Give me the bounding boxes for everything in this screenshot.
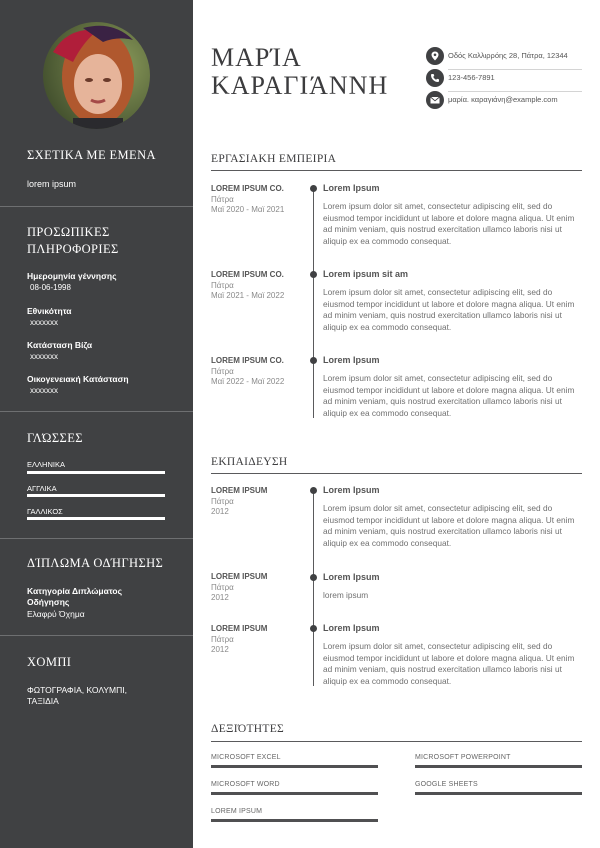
personal-label: Οικογενειακή Κατάσταση	[27, 374, 129, 384]
skill-bar	[415, 765, 582, 768]
skill-bar	[211, 819, 378, 822]
timeline-dot	[310, 271, 317, 278]
about-title: ΣΧΕΤΙΚΑ ΜΕ ΕΜΕΝΑ	[27, 148, 156, 162]
experience-date: Μαϊ 2021 - Μαϊ 2022	[211, 291, 285, 300]
personal-label: Κατάσταση Βίζα	[27, 340, 93, 350]
skill-name: LOREM IPSUM	[211, 808, 263, 815]
education-org: LOREM IPSUM	[211, 572, 268, 581]
full-name	[211, 44, 388, 100]
divider	[0, 411, 193, 412]
language-bar	[27, 471, 165, 474]
experience-org: LOREM IPSUM CO.	[211, 356, 284, 365]
timeline-dot	[310, 574, 317, 581]
experience-desc: Lorem ipsum dolor sit amet, consectetur adipiscing elit, sed do eiusmod tempor incididunt ut labore et dolore magna aliqua. Ut enim ad minim veniam, quis nostrud exercitation ullamco laboris nisi ut aliquip ex ea commodo consequat.	[323, 201, 575, 246]
education-city: Πάτρα	[211, 583, 234, 592]
contact-email: μαρία. καραγιάνη@example.com	[448, 95, 558, 104]
education-date: 2012	[211, 507, 229, 516]
skill-name: MICROSOFT POWERPOINT	[415, 754, 511, 761]
skills-title: ΔΕΞΙΌΤΗΤΕΣ	[211, 723, 285, 735]
personal-title-line2: ΠΛΗΡΟΦΟΡΙΕΣ	[27, 242, 119, 256]
experience-date: Μαϊ 2022 - Μαϊ 2022	[211, 377, 285, 386]
skill-bar	[211, 792, 378, 795]
sidebar	[0, 0, 193, 848]
experience-date: Μαϊ 2020 - Μαϊ 2021	[211, 205, 285, 214]
personal-label: Ημερομηνία γέννησης	[27, 271, 117, 281]
skill-bar	[415, 792, 582, 795]
personal-value: xxxxxxx	[30, 352, 58, 361]
personal-value: xxxxxxx	[30, 386, 58, 395]
education-timeline	[313, 490, 314, 686]
education-desc: Lorem ipsum dolor sit amet, consectetur adipiscing elit, sed do eiusmod tempor incididunt ut labore et dolore magna aliqua. Ut enim ad minim veniam, quis nostrud exercitation ullamco laboris nisi ut aliquip ex ea commodo consequat.	[323, 503, 575, 548]
skill-name: GOOGLE SHEETS	[415, 781, 478, 788]
language-bar	[27, 494, 165, 497]
experience-city: Πάτρα	[211, 281, 234, 290]
education-org: LOREM IPSUM	[211, 624, 268, 633]
language-bar	[27, 517, 165, 520]
divider	[0, 538, 193, 539]
divider	[0, 635, 193, 636]
language-name: ΓΑΛΛΙΚΟΣ	[27, 507, 63, 516]
timeline-dot	[310, 487, 317, 494]
timeline-dot	[310, 185, 317, 192]
license-label-line2: Οδήγησης	[27, 597, 70, 607]
contact-address-row	[426, 47, 582, 69]
personal-label: Εθνικότητα	[27, 306, 72, 316]
experience-desc: Lorem ipsum dolor sit amet, consectetur adipiscing elit, sed do eiusmod tempor incididunt ut labore et dolore magna aliqua. Ut enim ad minim veniam, quis nostrud exercitation ullamco laboris nisi ut aliquip ex ea commodo consequat.	[323, 287, 575, 332]
about-text: lorem ipsum	[27, 179, 77, 189]
experience-timeline	[313, 188, 314, 418]
section-rule	[211, 473, 582, 474]
contact-phone: 123-456-7891	[448, 73, 495, 82]
location-icon	[426, 47, 444, 65]
experience-title-text: Lorem Ipsum	[323, 355, 380, 365]
education-desc: Lorem ipsum dolor sit amet, consectetur adipiscing elit, sed do eiusmod tempor incididunt ut labore et dolore magna aliqua. Ut enim ad minim veniam, quis nostrud exercitation ullamco laboris nisi ut aliquip ex ea commodo consequat.	[323, 641, 575, 686]
experience-city: Πάτρα	[211, 195, 234, 204]
experience-title-text: Lorem ipsum sit am	[323, 269, 409, 279]
education-city: Πάτρα	[211, 497, 234, 506]
education-org: LOREM IPSUM	[211, 486, 268, 495]
license-value: Ελαφρύ Όχημα	[27, 609, 85, 619]
timeline-dot	[310, 625, 317, 632]
name-line1: ΜΑΡΊΑ	[211, 43, 302, 72]
section-rule	[211, 741, 582, 742]
profile-photo	[43, 22, 150, 129]
contact-phone-row	[426, 69, 582, 91]
skill-name: MICROSOFT WORD	[211, 781, 280, 788]
education-title-text: Lorem Ipsum	[323, 623, 380, 633]
hobbies-title: ΧΟΜΠΙ	[27, 655, 72, 669]
license-label-line1: Κατηγορία Διπλώματος	[27, 586, 123, 596]
experience-desc: Lorem ipsum dolor sit amet, consectetur adipiscing elit, sed do eiusmod tempor incididunt ut labore et dolore magna aliqua. Ut enim ad minim veniam, quis nostrud exercitation ullamco laboris nisi ut aliquip ex ea commodo consequat.	[323, 373, 575, 418]
personal-title-line1: ΠΡΟΣΩΠΙΚΕΣ	[27, 225, 110, 239]
personal-value: 08-06-1998	[30, 283, 71, 292]
license-title: ΔΊΠΛΩΜΑ ΟΔΉΓΗΣΗΣ	[27, 556, 164, 570]
experience-city: Πάτρα	[211, 367, 234, 376]
experience-org: LOREM IPSUM CO.	[211, 184, 284, 193]
contact-address: Οδός Καλλιρρόης 28, Πάτρα, 12344	[448, 51, 568, 60]
hobbies-text-line2: ΤΑΞΙΔΙΑ	[27, 696, 59, 706]
education-date: 2012	[211, 593, 229, 602]
phone-icon	[426, 69, 444, 87]
education-desc: lorem ipsum	[323, 590, 369, 600]
skill-name: MICROSOFT EXCEL	[211, 754, 281, 761]
education-city: Πάτρα	[211, 635, 234, 644]
education-date: 2012	[211, 645, 229, 654]
experience-title-text: Lorem Ipsum	[323, 183, 380, 193]
language-name: ΕΛΛΗΝΙΚΑ	[27, 460, 65, 469]
section-rule	[211, 170, 582, 171]
skill-bar	[211, 765, 378, 768]
divider	[0, 206, 193, 207]
timeline-dot	[310, 357, 317, 364]
hobbies-text-line1: ΦΩΤΟΓΡΑΦΙΑ, ΚΟΛΥΜΠΙ,	[27, 685, 127, 695]
education-title-text: Lorem Ipsum	[323, 485, 380, 495]
personal-value: xxxxxxx	[30, 318, 58, 327]
envelope-icon	[426, 91, 444, 109]
education-title: ΕΚΠΑΙΔΕΥΣΗ	[211, 456, 288, 468]
languages-title: ΓΛΏΣΣΕΣ	[27, 431, 83, 445]
experience-title: ΕΡΓΑΣΙΑΚΗ ΕΜΠΕΙΡΙΑ	[211, 153, 337, 165]
avatar	[43, 22, 150, 129]
contact-email-row	[426, 91, 582, 113]
education-title-text: Lorem Ipsum	[323, 572, 380, 582]
language-name: ΑΓΓΛΙΚΑ	[27, 484, 57, 493]
name-line2: ΚΑΡΑΓΙΆΝΝΗ	[211, 71, 389, 100]
experience-org: LOREM IPSUM CO.	[211, 270, 284, 279]
